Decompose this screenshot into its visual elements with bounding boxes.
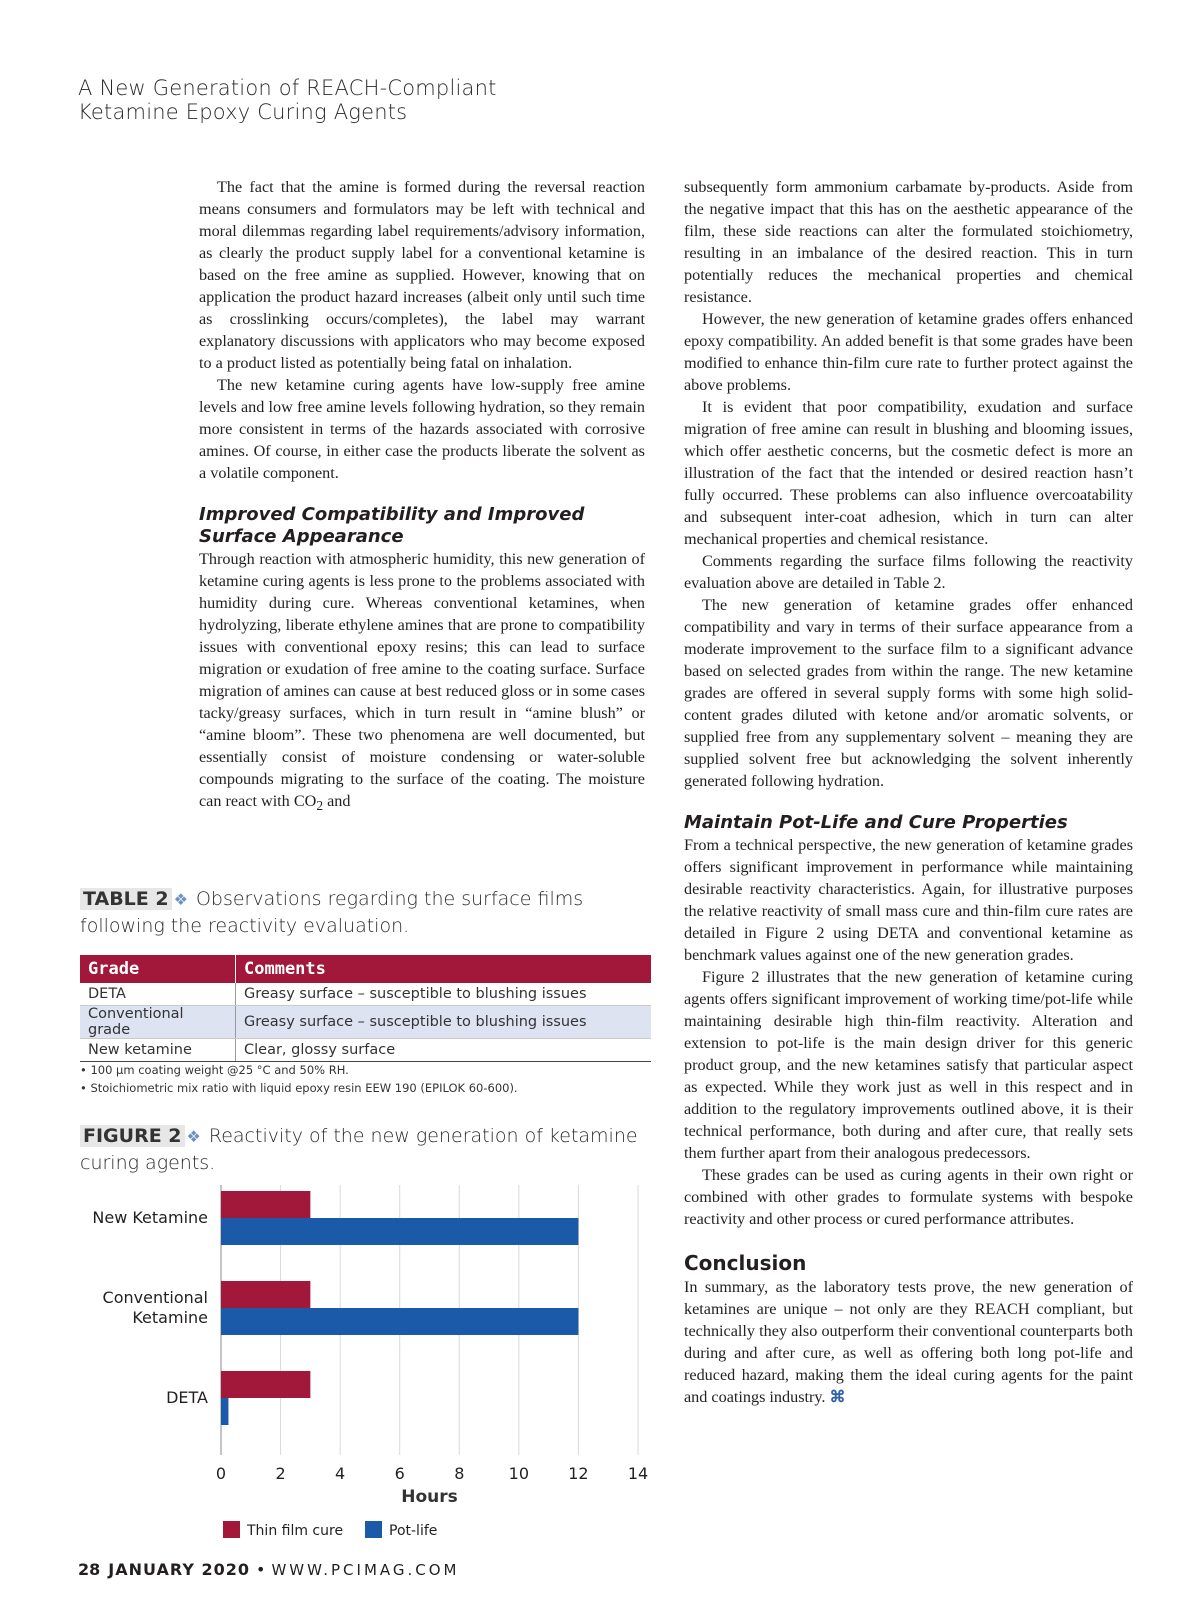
footer-url: WWW.PCIMAG.COM xyxy=(271,1561,460,1579)
bar-thin-film-cure xyxy=(221,1191,310,1218)
x-tick-label: 12 xyxy=(568,1464,589,1483)
table-row xyxy=(80,983,651,1006)
table-row xyxy=(80,1039,651,1062)
table-cell-grade: Conventional grade xyxy=(80,1006,236,1039)
bar-pot-life xyxy=(221,1218,578,1245)
page-number: 28 xyxy=(78,1560,101,1579)
table-cell-grade: New ketamine xyxy=(80,1039,236,1062)
right-paragraph-5: The new generation of ketamine grades offer enhanced compatibility and vary in terms of their surface appearance from a moderate improvement to the surface film to a significant advance based on selected grades from within the range. The new ketamine grades are offered in several supply forms with some high solid-content grades diluted with ketone and/or aromatic solvents, or supplied free from any supplementary solvent – meaning they are supplied solvent free but acknowledging the solvent inherently generated following hydration. xyxy=(684,596,1133,790)
left-paragraph-2: The new ketamine curing agents have low-supply free amine levels and low free amine levels following hydration, so they remain more consistent in terms of the hazards associated with corrosive amines. Of course, in either case the products liberate the solvent as a volatile component. xyxy=(199,376,645,482)
footer-separator: • xyxy=(256,1560,266,1579)
right-paragraph-2: However, the new generation of ketamine grades offers enhanced epoxy compatibility. An added benefit is that some grades have been modified to enhance thin-film cure rate to further protect against the above problems. xyxy=(684,310,1133,394)
table-header-comments: Comments xyxy=(236,955,652,983)
right-paragraph-6: From a technical perspective, the new generation of ketamine grades offers significant improvement in performance while maintaining desirable reactivity characteristics. Again, for illustrative purposes the relative reactivity of small mass cure and thin-film cure rates are detailed in Figure 2 using DETA and conventional ketamine as benchmark values against one of the new generation grades. xyxy=(684,836,1133,964)
heading-line-2: Surface Appearance xyxy=(199,526,404,547)
running-head xyxy=(78,76,497,124)
observations-table xyxy=(80,955,651,1062)
table-cell-grade: DETA xyxy=(80,983,236,1006)
x-tick-label: 6 xyxy=(394,1464,405,1483)
table-cell-comment: Greasy surface – susceptible to blushing issues xyxy=(236,983,652,1006)
conclusion-text: In summary, as the laboratory tests prove, the new generation of ketamines are unique – not only are they REACH compliant, but technically they also outperform their conventional counterparts both during and after cure, as well as offering both long pot-life and reduced hazard, making them the ideal curing agents for the paint and coatings industry. xyxy=(684,1278,1133,1406)
table-cell-comment: Greasy surface – susceptible to blushing issues xyxy=(236,1006,652,1039)
diamond-star-icon: ❖ xyxy=(186,1127,201,1146)
legend-swatch xyxy=(223,1521,240,1538)
right-paragraph-8: These grades can be used as curing agents in their own right or combined with other grades to formulate systems with bespoke reactivity and other process or cured performance attributes. xyxy=(684,1166,1133,1228)
table-row xyxy=(80,1006,651,1039)
heading-line-1: Improved Compatibility and Improved xyxy=(199,504,585,525)
x-tick-label: 0 xyxy=(215,1464,227,1483)
legend-label: Pot-life xyxy=(389,1523,438,1539)
table-2-label: TABLE 2 xyxy=(80,888,172,910)
category-label-line: DETA xyxy=(166,1388,208,1407)
table-header-row xyxy=(80,955,651,983)
right-paragraph-3: It is evident that poor compatibility, exudation and surface migration of free amine can result in blushing and blooming issues, which offer aesthetic concerns, but the cosmetic defect is more an illustration of the fact that the intended or desired reaction hasn’t fully occurred. These problems can also influence overcoatability and subsequent inter-coat adhesion, which in turn can alter mechanical properties and chemical resistance. xyxy=(684,398,1133,548)
co2-subscript: 2 xyxy=(316,798,324,814)
reactivity-bar-chart xyxy=(70,1185,660,1545)
bar-pot-life xyxy=(221,1398,228,1425)
legend-label: Thin film cure xyxy=(247,1523,344,1539)
figure-2-caption-text: Reactivity of the new generation of ketamine curing agents. xyxy=(80,1125,638,1174)
left-paragraph-1: The fact that the amine is formed during the reversal reaction means consumers and formulators may be left with technical and moral dilemmas regarding label requirements/advisory information, as clearly the product supply label for a conventional ketamine is based on the free amine as supplied. However, knowing that on application the product hazard increases (albeit only until such time as crosslinking occurs/completes), the label may warrant explanatory discussions with applicators who may become exposed to a product listed as potentially being fatal on inhalation. xyxy=(199,178,645,372)
table-2-caption xyxy=(80,886,640,939)
bar-pot-life xyxy=(221,1308,578,1335)
category-label xyxy=(103,1288,208,1327)
diamond-star-icon: ❖ xyxy=(173,890,188,909)
category-label xyxy=(166,1388,208,1407)
category-label-line: Conventional xyxy=(102,1288,208,1307)
running-head-line-1: A New Generation of REACH-Compliant xyxy=(78,76,497,100)
x-tick-label: 4 xyxy=(335,1464,346,1483)
table-note: • Stoichiometric mix ratio with liquid epoxy resin EEW 190 (EPILOK 60-600). xyxy=(80,1081,518,1095)
heading-conclusion: Conclusion xyxy=(684,1251,807,1275)
running-head-line-2: Ketamine Epoxy Curing Agents xyxy=(78,100,408,124)
table-cell-comment: Clear, glossy surface xyxy=(236,1039,652,1062)
heading-pot-life: Maintain Pot-Life and Cure Properties xyxy=(684,812,1068,833)
figure-2-label: FIGURE 2 xyxy=(80,1125,185,1147)
left-paragraph-3-tail: and xyxy=(323,792,351,810)
right-paragraph-1: subsequently form ammonium carbamate by-products. Aside from the negative impact that this has on the aesthetic appearance of the film, these side reactions can alter the formulated stoichiometry, resulting in an imbalance of the desired reaction. This in turn potentially reduces the mechanical properties and chemical resistance. xyxy=(684,178,1133,306)
right-paragraph-4: Comments regarding the surface films following the reactivity evaluation above are detailed in Table 2. xyxy=(684,552,1133,592)
bar-thin-film-cure xyxy=(221,1371,310,1398)
x-tick-label: 2 xyxy=(275,1464,286,1483)
page-footer xyxy=(78,1560,460,1579)
right-paragraph-9 xyxy=(684,1276,1133,1408)
heading-improved-compatibility xyxy=(199,504,645,548)
table-2-caption-text: Observations regarding the surface films following the reactivity evaluation. xyxy=(80,888,584,937)
left-column xyxy=(199,176,645,817)
table-header-grade: Grade xyxy=(80,955,236,983)
legend-swatch xyxy=(365,1521,382,1538)
x-axis-label: Hours xyxy=(401,1487,458,1507)
right-paragraph-7: Figure 2 illustrates that the new generation of ketamine curing agents offers significant improvement of working time/pot-life while maintaining desirable high thin-film reactivity. Alteration and extension to pot-life is the main design driver for this generic product group, and the new ketamines satisfy that particular aspect as expected. While they work just as well in this respect and in addition to the regulatory improvements outlined above, it is their technical performance, both during and after cure, that really sets them further apart from their analogous predecessors. xyxy=(684,968,1133,1162)
table-notes xyxy=(80,1061,518,1097)
category-label-line: New Ketamine xyxy=(92,1208,208,1227)
bar-thin-film-cure xyxy=(221,1281,310,1308)
end-mark-icon: ⌘ xyxy=(829,1388,846,1406)
x-tick-label: 14 xyxy=(627,1464,649,1483)
table-note: • 100 µm coating weight @25 °C and 50% RH. xyxy=(80,1063,349,1077)
left-paragraph-3 xyxy=(199,548,645,817)
x-tick-label: 8 xyxy=(454,1464,465,1483)
figure-2-caption xyxy=(80,1123,650,1176)
issue-date: JANUARY 2020 xyxy=(108,1560,251,1579)
category-label xyxy=(92,1208,208,1227)
right-column xyxy=(684,176,1133,1408)
left-paragraph-3-text: Through reaction with atmospheric humidity, this new generation of ketamine curing agents is less prone to the problems associated with humidity during cure. Whereas conventional ketamines, when hydrolyzing, liberate ethylene amines that are prone to compatibility issues with conventional epoxy resins; this can lead to surface migration or exudation of free amine to the coating surface. Surface migration of amines can cause at best reduced gloss or in some cases tacky/greasy surfaces, which in turn result in “amine blush” or “amine bloom”. These two phenomena are well documented, but essentially consist of moisture condensing or water-soluble compounds migrating to the surface of the coating. The moisture can react with CO xyxy=(199,550,645,810)
category-label-line: Ketamine xyxy=(132,1308,208,1327)
x-tick-label: 10 xyxy=(508,1464,530,1483)
